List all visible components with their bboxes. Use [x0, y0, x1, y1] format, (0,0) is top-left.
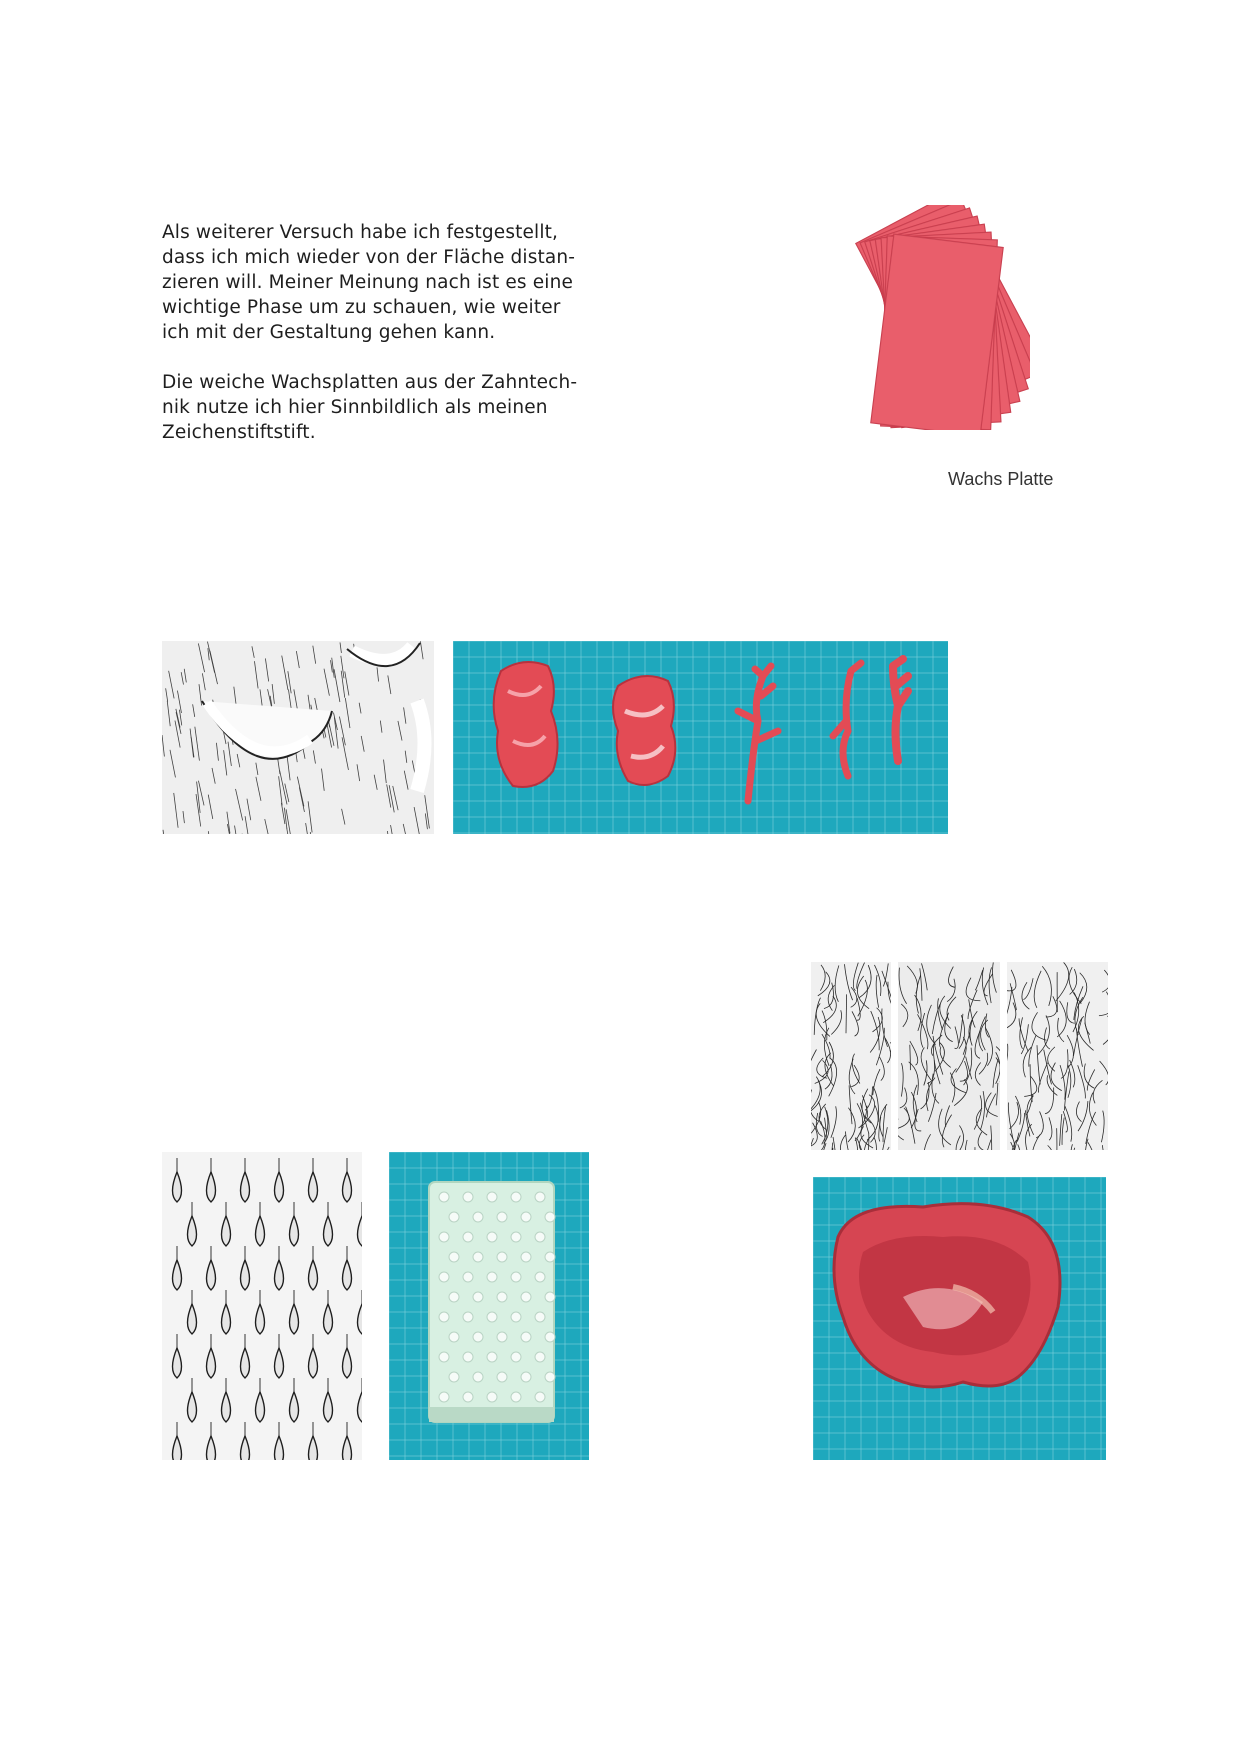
ink-drawing-tree-photo: [162, 641, 434, 834]
paragraph-line: zieren will. Meiner Meinung nach ist es eine: [162, 272, 573, 293]
photo-caption: Wachs Platte: [948, 469, 1054, 489]
paragraph-line: Die weiche Wachsplatten aus der Zahntech-: [162, 372, 578, 393]
ink-drawing-panel-3: [1007, 962, 1108, 1150]
paragraph-line: nik nutze ich hier Sinnbildlich als meinen: [162, 397, 548, 418]
wax-plate-bumps-photo: [389, 1152, 589, 1460]
second-paragraph: [162, 370, 582, 445]
ink-drawing-panel-1: [811, 962, 891, 1150]
wax-plates-photo: [755, 205, 1030, 430]
ink-drawing-panel-2: [898, 962, 1000, 1150]
ink-drawing-drops: [162, 1152, 362, 1460]
wax-pieces-on-mat-photo: [453, 641, 948, 834]
red-wax-bowl-photo: [813, 1177, 1106, 1460]
intro-paragraph: [162, 220, 582, 345]
paragraph-line: wichtige Phase um zu schauen, wie weiter: [162, 297, 561, 318]
paragraph-line: Zeichenstiftstift.: [162, 422, 316, 443]
paragraph-line: dass ich mich wieder von der Fläche distan-: [162, 247, 576, 268]
paragraph-line: Als weiterer Versuch habe ich festgestellt,: [162, 222, 559, 243]
paragraph-line: ich mit der Gestaltung gehen kann.: [162, 322, 496, 343]
